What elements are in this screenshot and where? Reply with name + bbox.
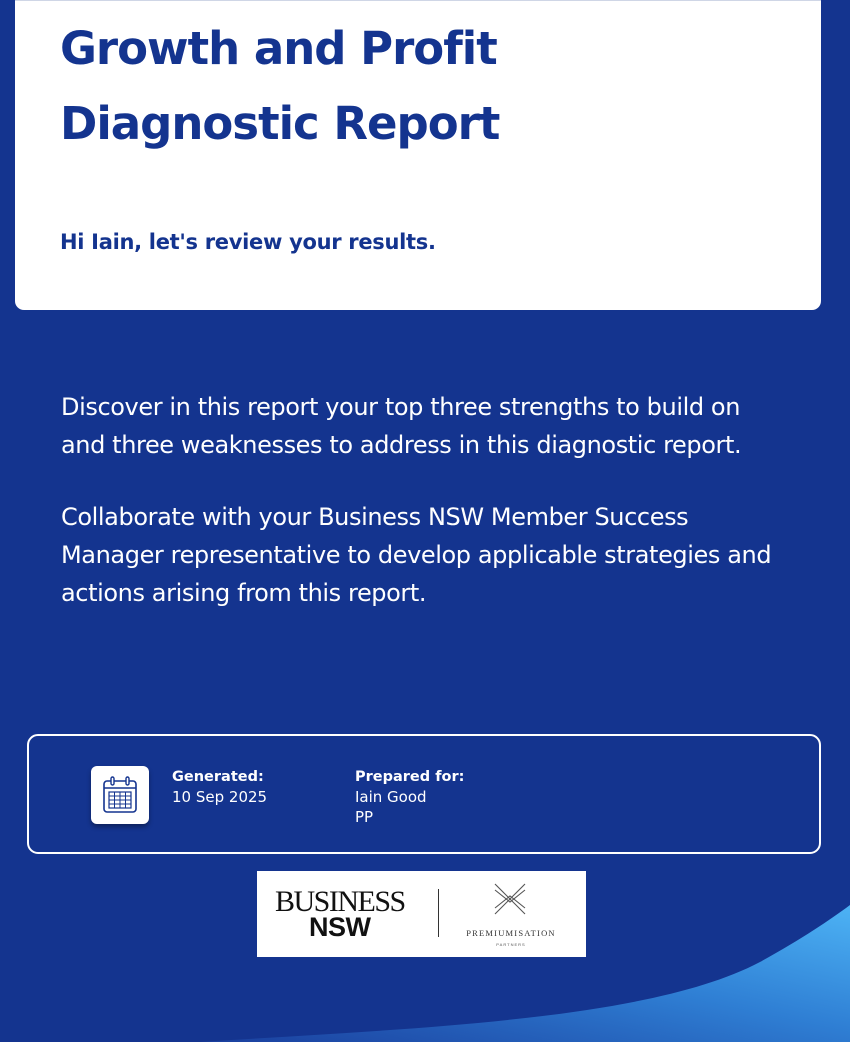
report-title <box>60 11 760 161</box>
calendar-icon-box <box>91 766 149 824</box>
partner-logos <box>257 871 586 957</box>
report-title-line2: Diagnostic Report <box>60 97 500 150</box>
report-header-card <box>15 0 821 310</box>
intro-paragraph-1: Discover in this report your top three strengths to build on and three weaknesses to address in this diagnostic report. <box>61 393 742 459</box>
premiumisation-logo-text: PREMIUMISATION <box>466 928 556 938</box>
prepared-for-label: Prepared for: <box>355 769 465 785</box>
premiumisation-logo-subtext: PARTNERS <box>496 942 526 947</box>
greeting-text: Hi Iain, let's review your results. <box>60 230 436 254</box>
generated-label: Generated: <box>172 769 264 785</box>
premiumisation-mark-icon <box>491 880 529 918</box>
prepared-for-info <box>355 767 464 827</box>
prepared-for-name: Iain Good <box>355 788 427 806</box>
generated-date: 10 Sep 2025 <box>172 788 268 806</box>
calendar-icon <box>102 776 138 814</box>
business-nsw-logo-line2: NSW <box>309 912 371 942</box>
prepared-for-org: PP <box>355 808 374 826</box>
intro-paragraph-2: Collaborate with your Business NSW Member Success Manager representative to develop applicable strategies and actions arising from this report. <box>61 503 772 607</box>
generated-info <box>172 767 267 807</box>
report-title-line1: Growth and Profit <box>60 22 497 75</box>
business-nsw-logo-line1: BUSINESS <box>275 885 405 918</box>
logo-divider <box>438 889 439 937</box>
intro-section <box>61 388 791 646</box>
report-meta-card <box>27 734 821 854</box>
